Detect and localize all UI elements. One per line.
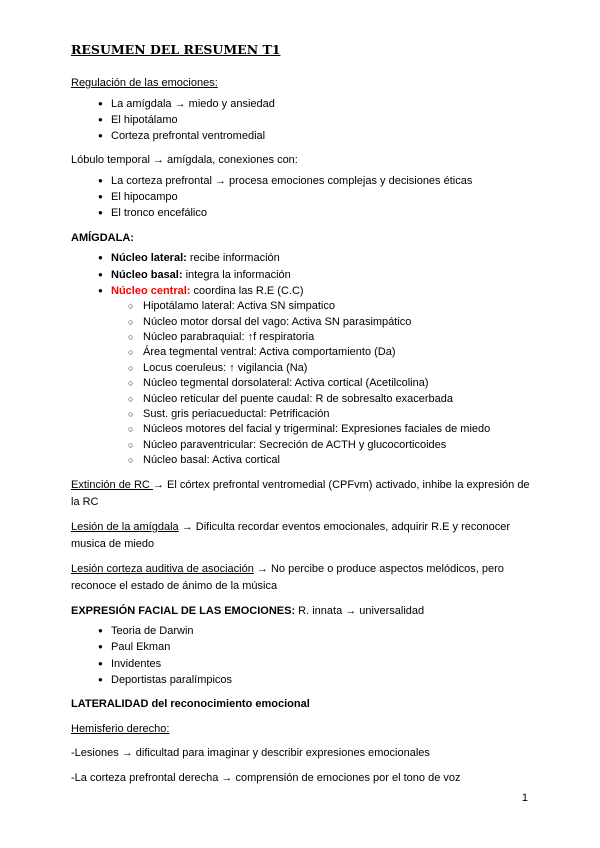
list-item-text: Invidentes: [111, 657, 162, 670]
paragraph-lesiones: -Lesiones → dificultad para imaginar y describir expresiones emocionales: [71, 747, 430, 760]
list-item: [98, 656, 534, 672]
heading-text: Regulación de las emociones:: [71, 77, 218, 89]
bullet-circle-icon: ○: [128, 301, 134, 312]
bullet-list-central-targets: [128, 299, 534, 468]
section-heading-lateralidad: LATERALIDAD del reconocimiento emocional: [71, 698, 310, 711]
bullet-circle-icon: ○: [128, 347, 134, 358]
list-item: [98, 267, 534, 283]
bullet-circle-icon: ○: [128, 439, 134, 450]
bullet-circle-icon: ○: [128, 424, 134, 435]
list-item-text: La corteza prefrontal → procesa emociones complejas y decisiones éticas: [111, 174, 473, 187]
paragraph-extincion: [71, 477, 534, 512]
list-item-text: Teoria de Darwin: [111, 625, 194, 638]
list-item-text: Hipotálamo lateral: Activa SN simpatico: [143, 300, 335, 313]
bullet-disc-icon: ●: [98, 285, 103, 295]
bullet-list-regulacion: [98, 96, 534, 145]
bullet-circle-icon: ○: [128, 455, 134, 466]
list-item: [98, 189, 534, 205]
bullet-list-lobulo: [98, 173, 534, 222]
bullet-disc-icon: ●: [98, 208, 103, 218]
list-item-text: Deportistas paralímpicos: [111, 674, 233, 687]
term-description: → El córtex prefrontal ventromedial (CPFvm) activado, inhibe la expresión de la RC: [71, 478, 530, 509]
bullet-circle-icon: ○: [128, 362, 134, 373]
nucleus-name-highlighted: Núcleo central:: [111, 284, 191, 297]
subheading-hemisferio: [71, 721, 534, 739]
heading-text: EXPRESIÓN FACIAL DE LAS EMOCIONES:: [71, 604, 296, 617]
section-heading-expresion: [71, 603, 534, 621]
bullet-list-expresion: [98, 623, 534, 688]
list-item: [128, 376, 534, 391]
list-item: [98, 623, 534, 639]
list-item-text: Núcleo reticular del puente caudal: R de sobresalto exacerbada: [143, 392, 454, 405]
list-item: [98, 173, 534, 189]
list-item-text: Paul Ekman: [111, 641, 171, 654]
bullet-disc-icon: ●: [98, 175, 103, 185]
list-item: [128, 438, 534, 453]
list-item-text: El tronco encefálico: [111, 207, 207, 220]
list-item-text: Área tegmental ventral: Activa comportamiento (Da): [143, 346, 396, 359]
list-item: [128, 315, 534, 330]
list-item-text: Núcleo paraventricular: Secreción de ACTH y glucocorticoides: [143, 438, 447, 451]
bullet-disc-icon: ●: [98, 192, 103, 202]
list-item: [98, 96, 534, 112]
nucleus-name: Núcleo basal:: [111, 268, 183, 281]
nucleus-description: coordina las R.E (C.C): [190, 284, 304, 297]
bullet-disc-icon: ●: [98, 642, 103, 652]
list-item: [98, 283, 534, 469]
paragraph-lesion-corteza: [71, 561, 534, 596]
section-heading-amigdala: AMÍGDALA:: [71, 231, 134, 244]
nucleus-description: recibe información: [186, 252, 280, 265]
bullet-disc-icon: ●: [98, 626, 103, 636]
paragraph-corteza-derecha: -La corteza prefrontal derecha → comprensión de emociones por el tono de voz: [71, 771, 461, 784]
bullet-disc-icon: ●: [98, 98, 103, 108]
list-item: [128, 330, 534, 345]
term-extincion: Extinción de RC: [71, 478, 153, 491]
list-item-text: Núcleo motor dorsal del vago: Activa SN parasimpático: [143, 315, 412, 328]
list-item-text: La amígdala → miedo y ansiedad: [111, 97, 275, 110]
section-heading-regulacion: [71, 75, 534, 93]
bullet-circle-icon: ○: [128, 393, 134, 404]
list-item-text: Núcleo parabraquial: ↑f respiratoria: [143, 330, 315, 343]
bullet-disc-icon: ●: [98, 131, 103, 141]
list-item: [128, 453, 534, 468]
list-item-text: El hipotálamo: [111, 113, 178, 126]
bullet-disc-icon: ●: [98, 114, 103, 124]
list-item: [98, 205, 534, 221]
paragraph-lesion-amigdala: [71, 519, 534, 554]
bullet-disc-icon: ●: [98, 269, 103, 279]
term-description: → No percibe o produce aspectos melódicos, pero reconoce el estado de ánimo de la música: [71, 562, 504, 593]
bullet-circle-icon: ○: [128, 378, 134, 389]
list-item: [128, 361, 534, 376]
list-item: [98, 639, 534, 655]
list-item: [128, 299, 534, 314]
list-item-text: Núcleo basal: Activa cortical: [143, 454, 280, 467]
list-item: [128, 422, 534, 437]
bullet-disc-icon: ●: [98, 658, 103, 668]
list-item: [128, 392, 534, 407]
list-item-text: Corteza prefrontal ventromedial: [111, 130, 266, 143]
list-item: [128, 345, 534, 360]
term-lesion-amigdala: Lesión de la amígdala: [71, 520, 179, 533]
list-item: [98, 250, 534, 266]
list-item-text: Sust. gris periacueductal: Petrificación: [143, 408, 330, 421]
list-item: [98, 112, 534, 128]
list-item-text: Núcleos motores del facial y trigerminal: Expresiones faciales de miedo: [143, 423, 491, 436]
bullet-circle-icon: ○: [128, 409, 134, 420]
bullet-circle-icon: ○: [128, 316, 134, 327]
bullet-disc-icon: ●: [98, 253, 103, 263]
list-item-text: El hipocampo: [111, 191, 178, 204]
heading-text: Hemisferio derecho:: [71, 722, 170, 735]
nucleus-name: Núcleo lateral:: [111, 252, 187, 265]
bullet-circle-icon: ○: [128, 331, 134, 342]
nucleus-description: integra la información: [182, 268, 291, 281]
bullet-disc-icon: ●: [98, 675, 103, 685]
list-item: [98, 672, 534, 688]
page-number: 1: [521, 792, 528, 804]
doc-title: RESUMEN DEL RESUMEN T1: [71, 42, 281, 57]
heading-suffix: R. innata → universalidad: [295, 604, 425, 617]
paragraph-lobulo: Lóbulo temporal → amígdala, conexiones con:: [71, 154, 298, 167]
list-item: [128, 407, 534, 422]
term-description: → Dificulta recordar eventos emocionales, adquirir R.E y reconocer musica de miedo: [71, 520, 511, 551]
list-item-text: Locus coeruleus: ↑ vigilancia (Na): [143, 361, 308, 374]
bullet-list-amigdala-nuclei: [98, 250, 534, 468]
list-item: [98, 128, 534, 144]
term-lesion-corteza: Lesión corteza auditiva de asociación: [71, 562, 254, 575]
list-item-text: Núcleo tegmental dorsolateral: Activa cortical (Acetilcolina): [143, 377, 429, 390]
